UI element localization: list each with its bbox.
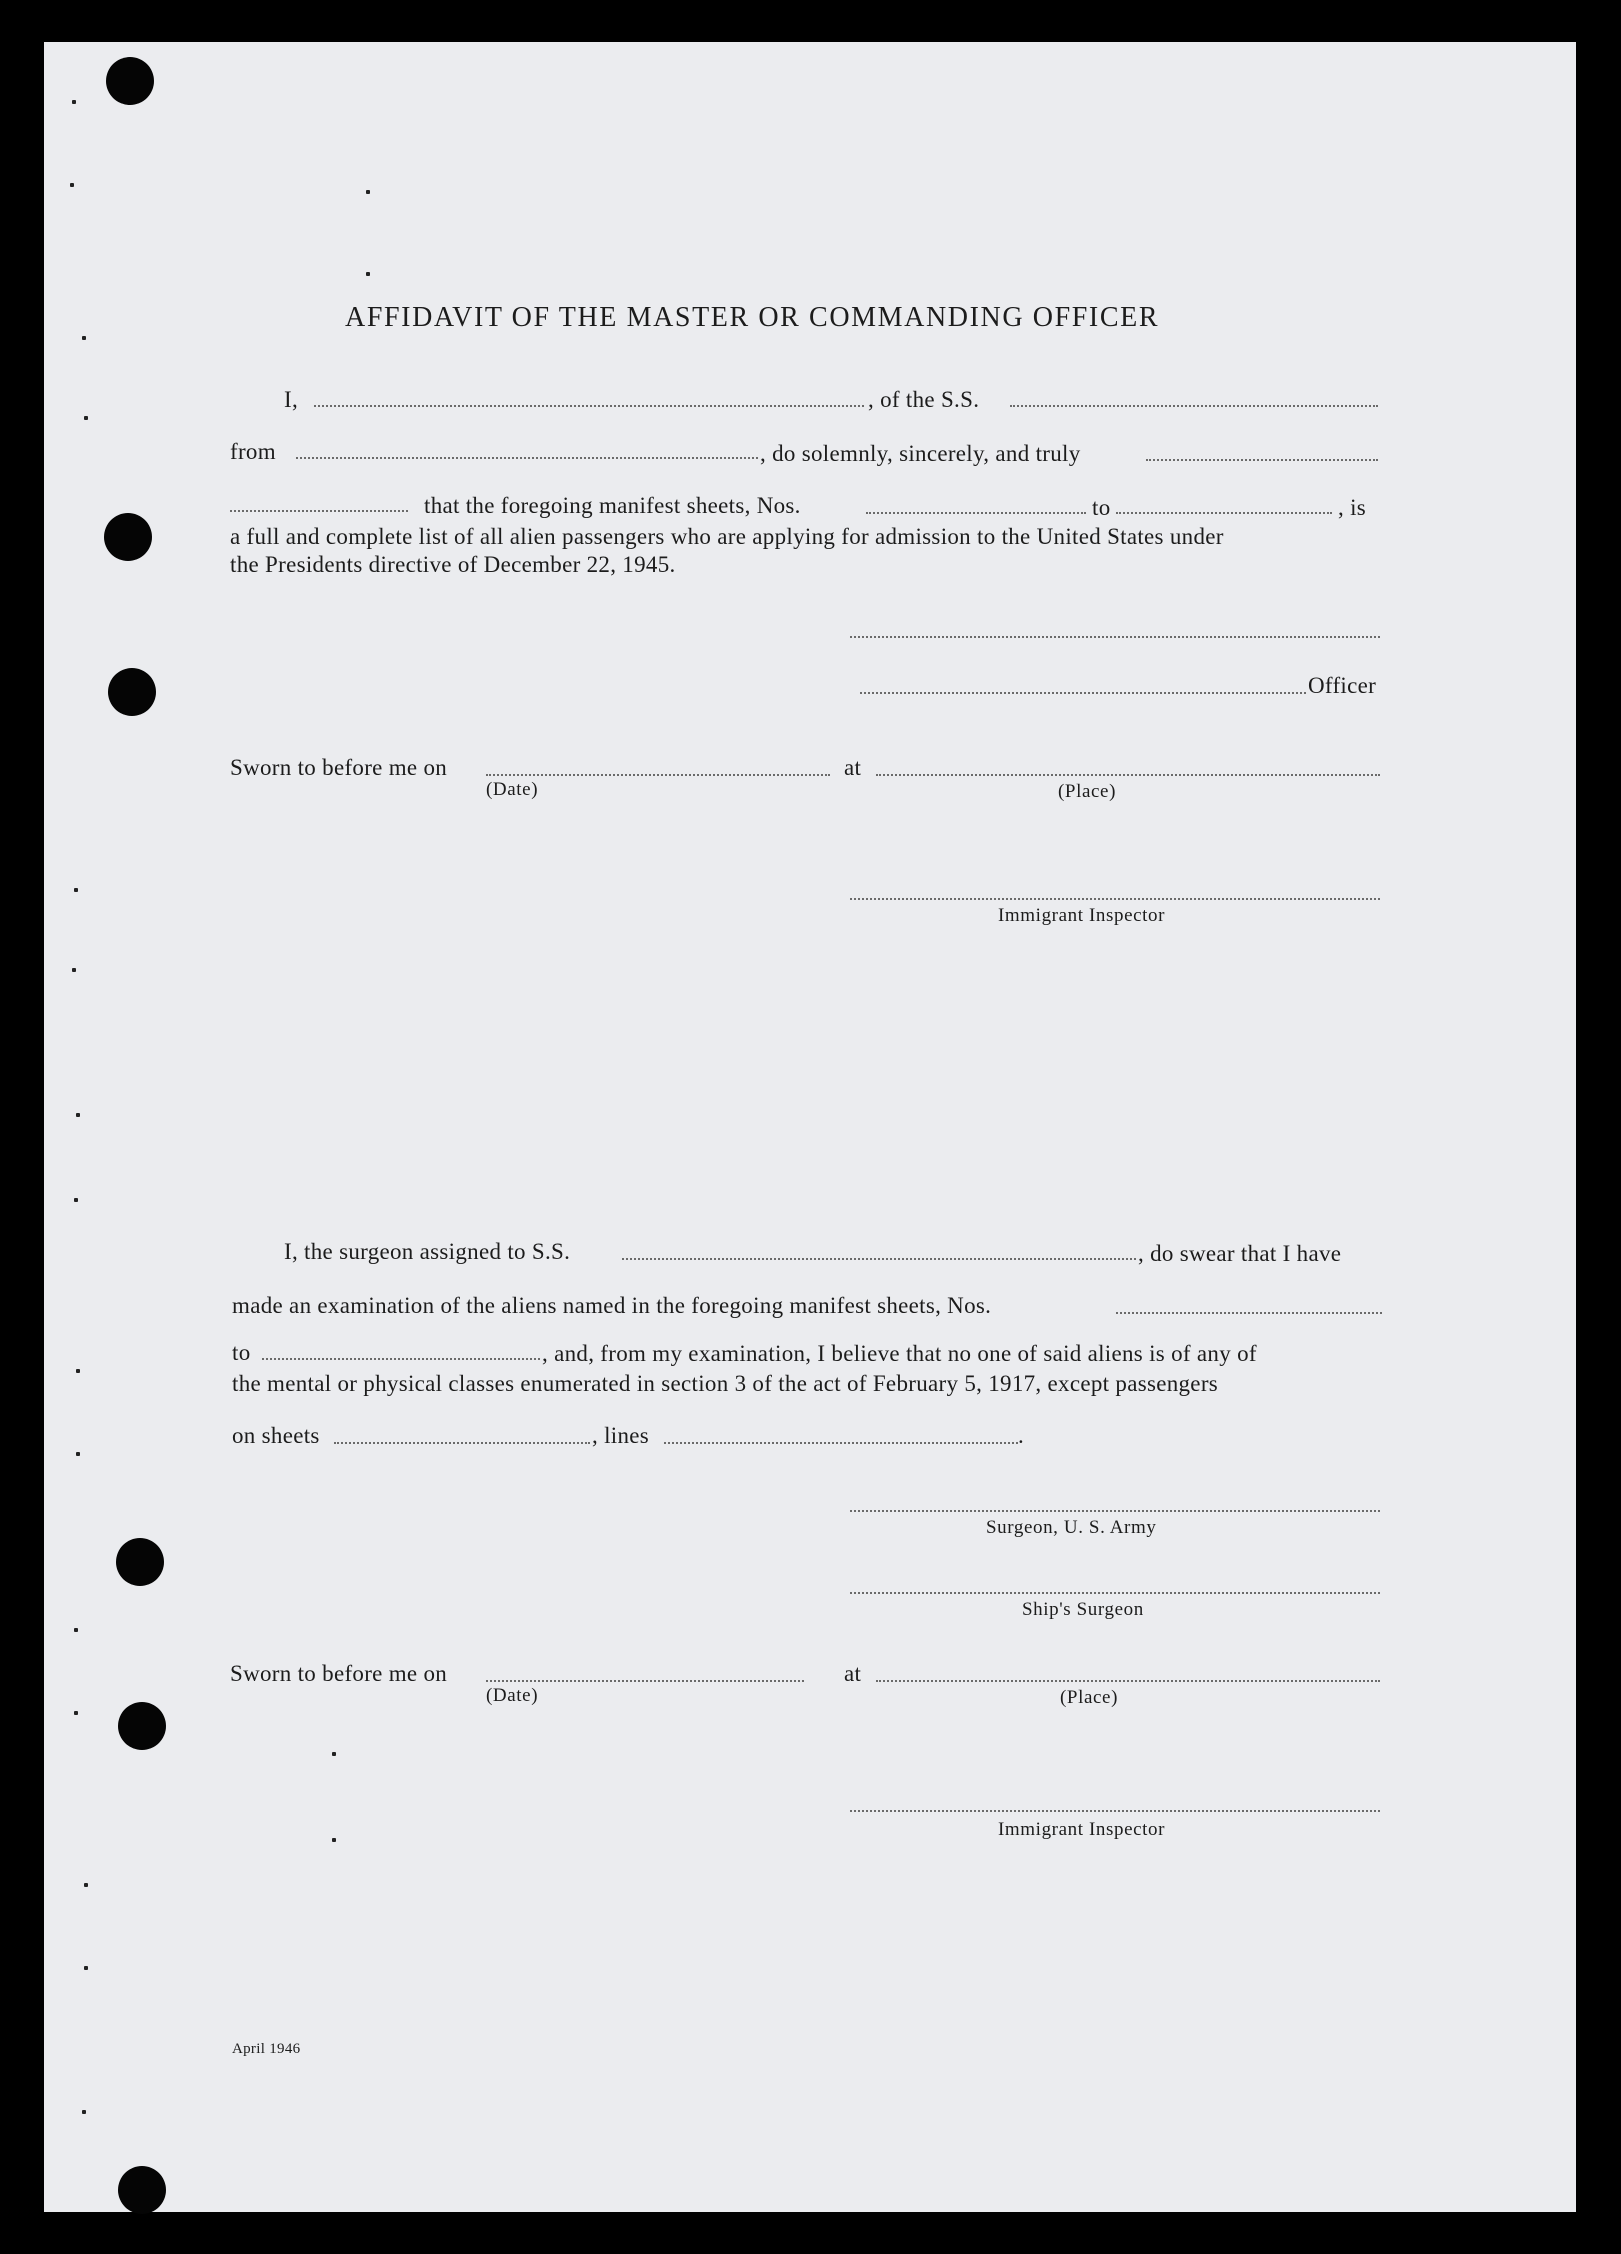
army-surgeon-line	[850, 1510, 1380, 1512]
nos-to-line	[1116, 512, 1332, 514]
solemnly-text: , do solemnly, sincerely, and truly	[760, 441, 1081, 466]
ship-surgeon-caption: Ship's Surgeon	[1022, 1599, 1144, 1620]
margin-speck	[70, 183, 74, 187]
lines-line	[664, 1442, 1018, 1444]
punch-hole	[118, 1702, 166, 1750]
master-ss-label: , of the S.S.	[868, 387, 980, 412]
from-line	[296, 457, 758, 459]
inspector-caption-2: Immigrant Inspector	[998, 1819, 1166, 1840]
sworn-place-line-2	[876, 1680, 1380, 1682]
nos-from-line	[866, 512, 1086, 514]
from-label: from	[230, 439, 276, 464]
surgeon-to-label: to	[232, 1340, 251, 1365]
margin-speck	[332, 1838, 336, 1842]
master-line-4: a full and complete list of all alien passengers who are applying for admission to the United States under	[230, 524, 1224, 549]
margin-speck	[72, 968, 76, 972]
master-name-line	[314, 405, 864, 407]
inspector-caption: Immigrant Inspector	[998, 905, 1166, 926]
margin-speck	[74, 1628, 78, 1632]
surgeon-ship-line	[622, 1258, 1136, 1260]
manifest-text: that the foregoing manifest sheets, Nos.	[424, 493, 801, 518]
surgeon-line-2: made an examination of the aliens named in the foregoing manifest sheets, Nos.	[232, 1293, 992, 1318]
surgeon-to-line	[262, 1358, 540, 1360]
margin-speck	[74, 1198, 78, 1202]
on-sheets-label: on sheets	[232, 1423, 320, 1448]
master-i: I,	[284, 387, 299, 412]
sworn-date-line-2	[486, 1680, 804, 1682]
sworn-text-2: Sworn to before me on	[230, 1661, 448, 1686]
at-label: at	[844, 755, 862, 780]
ship-name-line	[1010, 405, 1378, 407]
inspector-signature-line	[850, 898, 1380, 900]
margin-speck	[84, 1966, 88, 1970]
place-caption: (Place)	[1058, 781, 1116, 802]
margin-speck	[76, 1369, 80, 1373]
sworn-text: Sworn to before me on	[230, 755, 448, 780]
margin-speck	[84, 1883, 88, 1887]
document-page	[44, 42, 1576, 2212]
margin-speck	[84, 416, 88, 420]
army-surgeon-caption: Surgeon, U. S. Army	[986, 1517, 1157, 1538]
punch-hole	[108, 668, 156, 716]
to-label: to	[1092, 495, 1111, 520]
sworn-place-line	[876, 774, 1380, 776]
margin-speck	[74, 1711, 78, 1715]
margin-speck	[72, 100, 76, 104]
margin-speck	[82, 2110, 86, 2114]
document-title: AFFIDAVIT OF THE MASTER OR COMMANDING OFFICER	[345, 302, 1160, 333]
margin-speck	[366, 272, 370, 276]
signature-line	[850, 636, 1380, 638]
is-label: , is	[1338, 495, 1367, 520]
margin-speck	[74, 888, 78, 892]
place-caption-2: (Place)	[1060, 1687, 1118, 1708]
lines-label: , lines	[592, 1423, 650, 1448]
form-date: April 1946	[232, 2041, 301, 2057]
date-caption-2: (Date)	[486, 1685, 539, 1706]
period: .	[1018, 1423, 1025, 1448]
date-caption: (Date)	[486, 779, 539, 800]
surgeon-line-3: , and, from my examination, I believe that no one of said aliens is of any of	[542, 1341, 1257, 1366]
punch-hole	[106, 57, 154, 105]
inspector-signature-line-2	[850, 1810, 1380, 1812]
punch-hole	[104, 513, 152, 561]
margin-speck	[76, 1452, 80, 1456]
surgeon-i: I, the surgeon assigned to S.S.	[284, 1239, 571, 1264]
ship-surgeon-line	[850, 1592, 1380, 1594]
master-line-5: the Presidents directive of December 22, 1945.	[230, 552, 676, 577]
declare-line	[230, 510, 408, 512]
sheets-line	[334, 1442, 590, 1444]
truly-line	[1146, 459, 1378, 461]
punch-hole	[116, 1538, 164, 1586]
margin-speck	[82, 336, 86, 340]
margin-speck	[332, 1752, 336, 1756]
surgeon-line-4: the mental or physical classes enumerated in section 3 of the act of February 5, 1917, except passengers	[232, 1371, 1219, 1396]
swear-text: , do swear that I have	[1138, 1241, 1342, 1266]
surgeon-nos-line	[1116, 1312, 1382, 1314]
at-label-2: at	[844, 1661, 862, 1686]
margin-speck	[76, 1113, 80, 1117]
punch-hole	[118, 2166, 166, 2214]
sworn-date-line	[486, 774, 830, 776]
margin-speck	[366, 190, 370, 194]
officer-signature-line	[860, 692, 1306, 694]
officer-label: Officer	[1308, 673, 1377, 698]
